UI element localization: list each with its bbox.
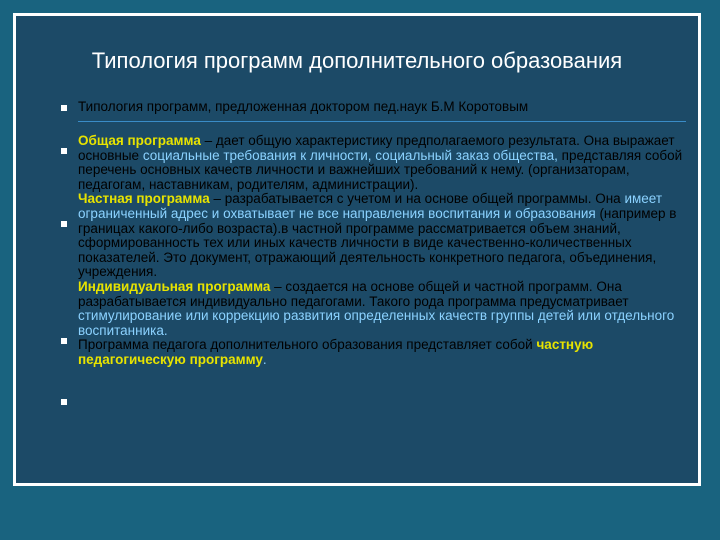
program-list: [78, 134, 692, 368]
paragraph-text: – создается на основе общей и частной программ. Она разрабатывается индивидуально педагогами. Такого рода программа предусматривает: [78, 278, 629, 309]
paragraph-text: (например в границах какого-либо возраста).в частной программе рассматривается объем знаний, сформированность тех или иных качеств личности в виде качественно-количественных показателей. Это документ, отражающий деятельность конкретного педагога, объединения, учреждения.: [78, 205, 677, 280]
individual-program-paragraph: [78, 280, 692, 338]
bullet-square-icon: [61, 221, 67, 227]
bullet-square-icon: [61, 399, 67, 405]
divider-line: [78, 121, 686, 122]
paragraph-text: – разрабатывается с учетом и на основе общей программы. Она: [209, 191, 625, 207]
bullet-square-icon: [61, 148, 67, 154]
general-program-term: Общая программа: [78, 133, 201, 148]
general-program-paragraph: [78, 134, 692, 192]
intro-line: Типология программ, предложенная доктором пед.наук Б.М Коротовым: [78, 99, 529, 114]
paragraph-text: – дает общую характеристику предполагаемого результата. Она выражает основные: [78, 133, 675, 163]
slide-frame: [13, 13, 701, 486]
period-mark: .: [262, 351, 267, 367]
individual-program-term: Индивидуальная программа: [78, 278, 271, 294]
teacher-program-paragraph: [78, 338, 692, 367]
paragraph-text: представляя собой перечень основных качеств личности и важнейших требований к нему. (организаторам, педагогам, наставникам, родителям, администрации).: [78, 147, 683, 192]
highlighted-text: социальные требования к личности, социальный заказ общества,: [142, 147, 558, 163]
highlighted-text: стимулирование или коррекцию развития определенных качеств группы детей или отдельного воспитанника.: [78, 308, 675, 338]
bullet-square-icon: [61, 105, 67, 111]
paragraph-text: Программа педагога дополнительного образования представляет собой: [78, 337, 537, 353]
private-program-term: Частная программа: [78, 191, 210, 207]
private-program-paragraph: [78, 192, 692, 280]
highlighted-text: имеет ограниченный адрес и охватывает не все направления воспитания и образования: [78, 191, 663, 221]
bullet-square-icon: [61, 338, 67, 344]
slide-title: Типология программ дополнительного образования: [91, 48, 623, 73]
private-pedagogical-program-term: частную педагогическую программу: [78, 337, 594, 367]
